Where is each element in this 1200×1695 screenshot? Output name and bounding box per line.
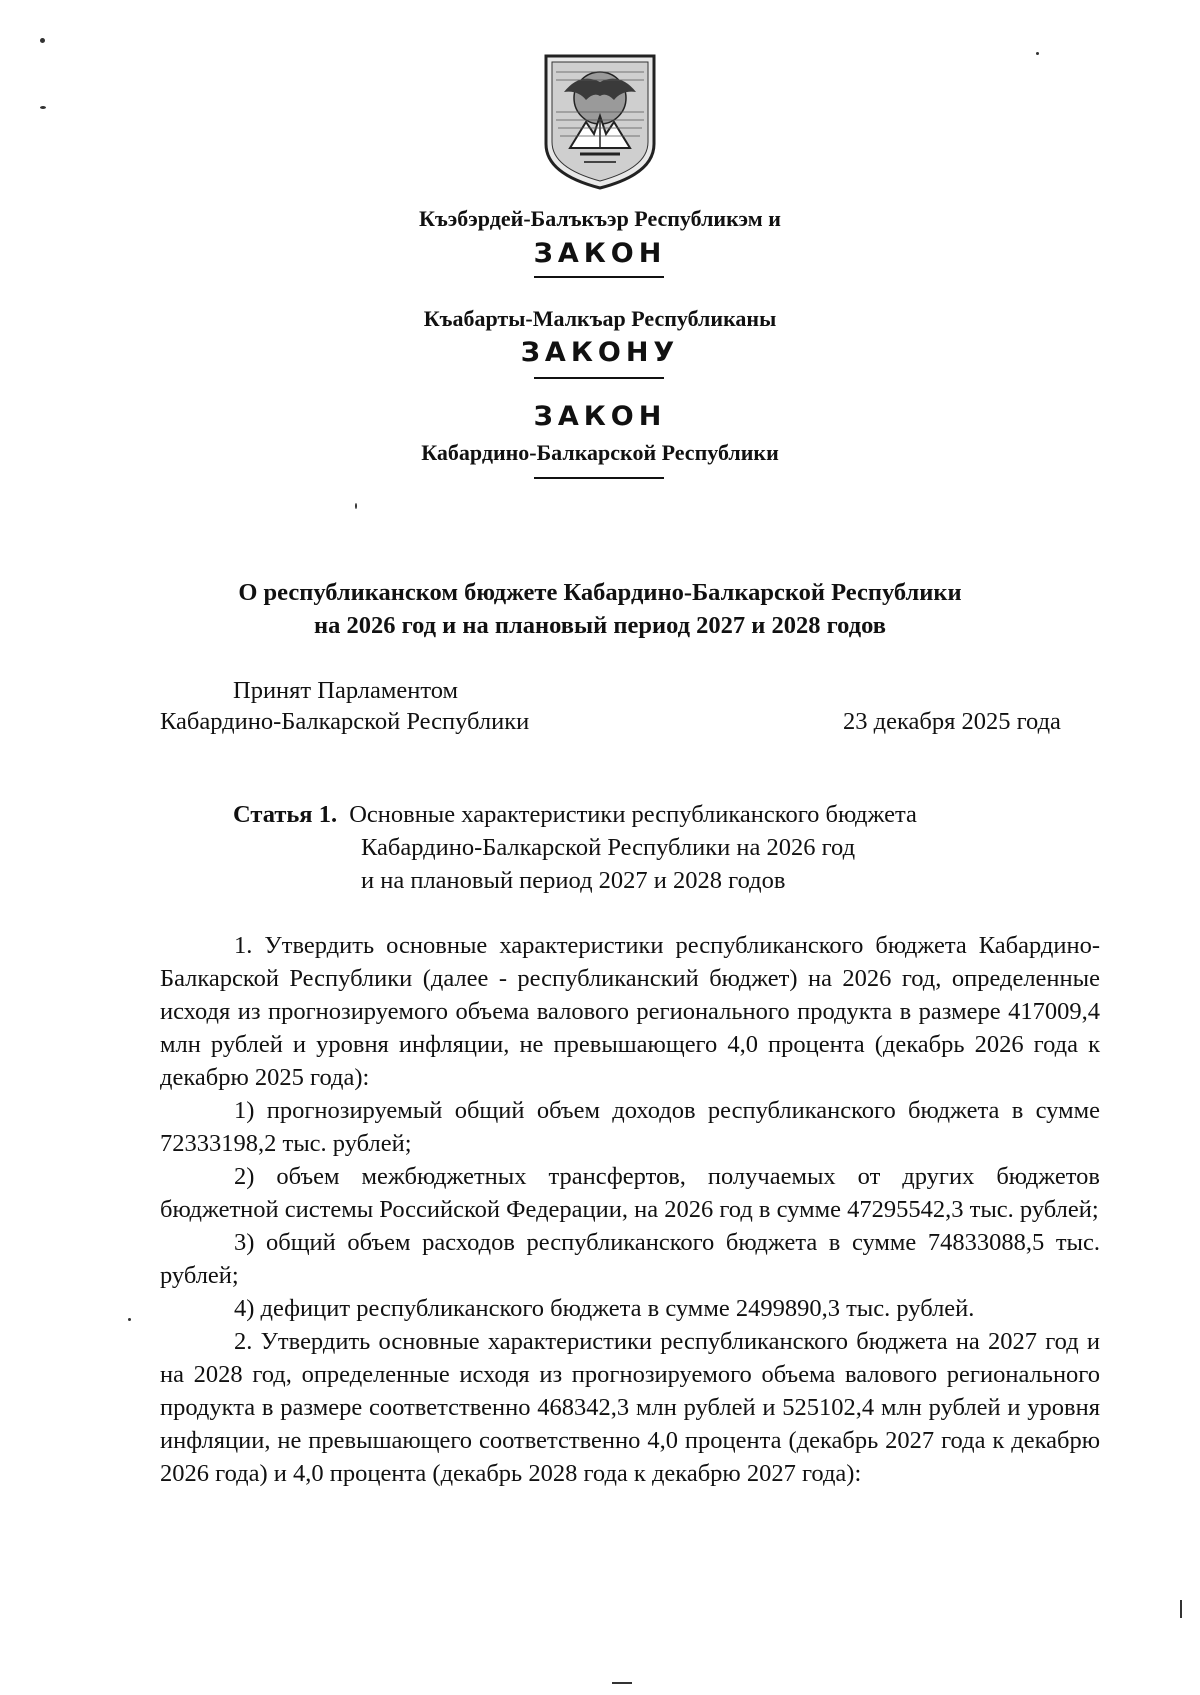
paragraph-1-item-1: 1) прогнозируемый общий объем доходов республиканского бюджета в сумме 72333198,2 тыс. рублей; (160, 1097, 1100, 1157)
accepted-date: 23 декабря 2025 года (843, 708, 1061, 735)
accepted-parliament-line: Кабардино-Балкарской Республики (160, 708, 530, 735)
article-label: Статья 1. (233, 801, 338, 828)
scan-speck (40, 38, 45, 43)
scan-speck (355, 503, 357, 509)
article-body (160, 929, 1100, 1490)
scan-speck (1036, 52, 1039, 55)
paragraph-1-item-2: 2) объем межбюджетных трансфертов, получаемых от других бюджетов бюджетной системы Российской Федерации, на 2026 год в сумме 47295542,3 тыс. рублей; (160, 1163, 1100, 1223)
paragraph-1: 1. Утвердить основные характеристики республиканского бюджета Кабардино-Балкарской Республики (далее - республиканский бюджет) на 2026 год, определенные исходя из прогнозируемого объема валового регионального продукта в размере 417009,4 млн рублей и уровня инфляции, не превышающего 4,0 процента (декабрь 2026 года к декабрю 2025 года): (160, 932, 1100, 1091)
article-heading-line-1: Основные характеристики республиканского бюджета (349, 801, 917, 828)
article-heading-line-3: и на плановый период 2027 и 2028 годов (361, 867, 786, 894)
scan-speck (40, 106, 46, 109)
kabardian-law-heading: ЗАКОН (533, 238, 667, 269)
law-title-line-1: О республиканском бюджете Кабардино-Балкарской Республики (238, 579, 962, 606)
divider-line (534, 377, 664, 379)
divider-line (534, 477, 664, 479)
accepted-by-line: Принят Парламентом (233, 677, 459, 704)
law-title-line-2: на 2026 год и на плановый период 2027 и 2028 годов (313, 612, 886, 639)
coat-of-arms-emblem (540, 52, 660, 192)
kabardian-republic-line: Къэбэрдей-Балъкъэр Республикэм и (419, 206, 781, 231)
balkar-republic-line: Къабарты-Малкъар Республиканы (423, 306, 777, 331)
scan-speck (1180, 1600, 1182, 1618)
paragraph-1-item-3: 3) общий объем расходов республиканского бюджета в сумме 74833088,5 тыс. рублей; (160, 1229, 1100, 1289)
scan-speck (612, 1682, 632, 1684)
paragraph-1-item-4: 4) дефицит республиканского бюджета в сумме 2499890,3 тыс. рублей. (234, 1295, 975, 1322)
balkar-law-heading: ЗАКОНУ (520, 337, 680, 368)
article-heading (233, 798, 917, 894)
paragraph-2: 2. Утвердить основные характеристики республиканского бюджета на 2027 год и на 2028 год, определенные исходя из прогнозируемого объема валового регионального продукта в размере соответственно 468342,3 млн рублей и 525102,4 млн рублей и уровня инфляции, не превышающего соответственно 4,0 процента (декабрь 2027 года к декабрю 2026 года) и 4,0 процента (декабрь 2028 года к декабрю 2027 года): (160, 1328, 1100, 1487)
russian-republic-line: Кабардино-Балкарской Республики (421, 440, 779, 465)
scan-speck (128, 1318, 131, 1321)
article-heading-line-2: Кабардино-Балкарской Республики на 2026 год (361, 834, 856, 861)
divider-line (534, 276, 664, 278)
russian-law-heading: ЗАКОН (533, 401, 667, 432)
